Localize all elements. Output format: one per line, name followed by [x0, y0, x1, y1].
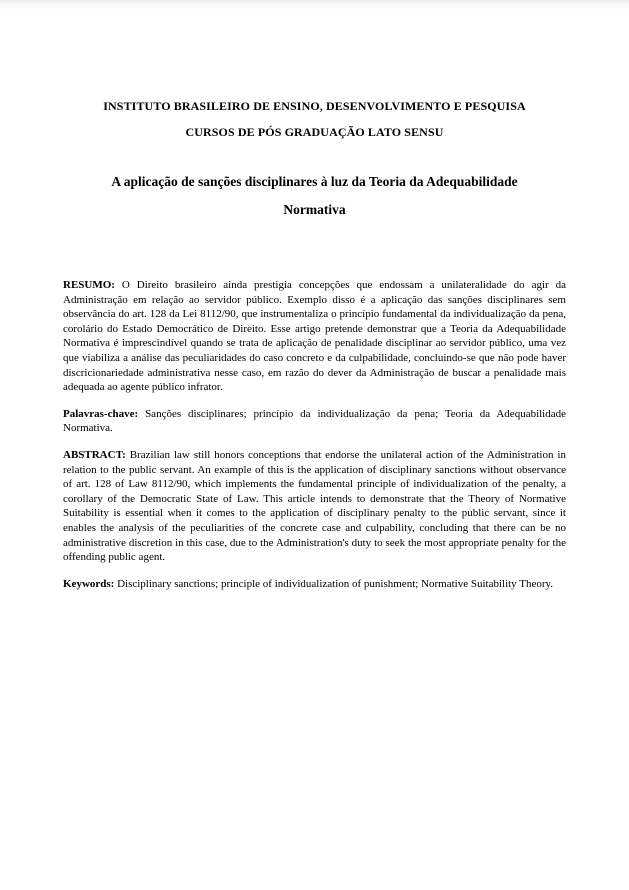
abstract-paragraph [63, 448, 566, 565]
article-title [63, 168, 566, 224]
abstract-label: ABSTRACT: [63, 448, 126, 461]
palavras-chave-text: Sanções disciplinares; princípio da individualização da pena; Teoria da Adequabilidade Normativa. [63, 407, 567, 435]
course-name: CURSOS DE PÓS GRADUAÇÃO LATO SENSU [185, 125, 444, 139]
resumo-paragraph [63, 278, 566, 395]
palavras-chave-paragraph [63, 407, 566, 436]
institution-name: INSTITUTO BRASILEIRO DE ENSINO, DESENVOLVIMENTO E PESQUISA [103, 99, 526, 113]
resumo-text: O Direito brasileiro ainda prestigia concepções que endossam a unilateralidade do agir da Administração em relação ao servidor público. Exemplo disso é a aplicação das sanções disciplinares sem observância do art. 128 da Lei 8112/90, que instrumentaliza o princípio fundamental da individualização da pena, corolário do Estado Democrático de Direito. Esse artigo pretende demonstrar que a Teoria da Adequabilidade Normativa é imprescindível quando se trata de aplicação de penalidade disciplinar ao servidor público, uma vez que viabiliza a análise das peculiaridades do caso concreto e da culpabilidade, concluindo-se que não pode haver discricionariedade administrativa nesse caso, em razão do dever da Administração de buscar a penalidade mais adequada ao agente público infrator. [63, 279, 567, 394]
institution-header [63, 93, 566, 145]
keywords-label: Keywords: [63, 577, 115, 590]
article-title-line-1: A aplicação de sanções disciplinares à luz da Teoria da Adequabilidade [111, 174, 518, 189]
resumo-label: RESUMO: [63, 279, 115, 291]
keywords-paragraph [63, 577, 566, 592]
palavras-chave-label: Palavras-chave: [63, 407, 139, 420]
abstract-text: Brazilian law still honors conceptions that endorse the unilateral action of the Administration in relation to the public servant. An example of this is the application of disciplinary sanctions without observance of art. 128 of Law 8112/90, which implements the fundamental principle of individualization of the penalty, a corollary of the Democratic State of Law. This article intends to demonstrate that the Theory of Normative Suitability is essential when it comes to the application of disciplinary penalty to the public servant, since it enables the analysis of the peculiarities of the concrete case and culpability, concluding that there can be no administrative discretion in this case, due to the Administration's duty to seek the most appropriate penalty for the offending public agent. [63, 448, 566, 564]
keywords-text: Disciplinary sanctions; principle of individualization of punishment; Normative Suitability Theory. [117, 577, 554, 590]
article-title-line-2: Normativa [283, 202, 346, 217]
